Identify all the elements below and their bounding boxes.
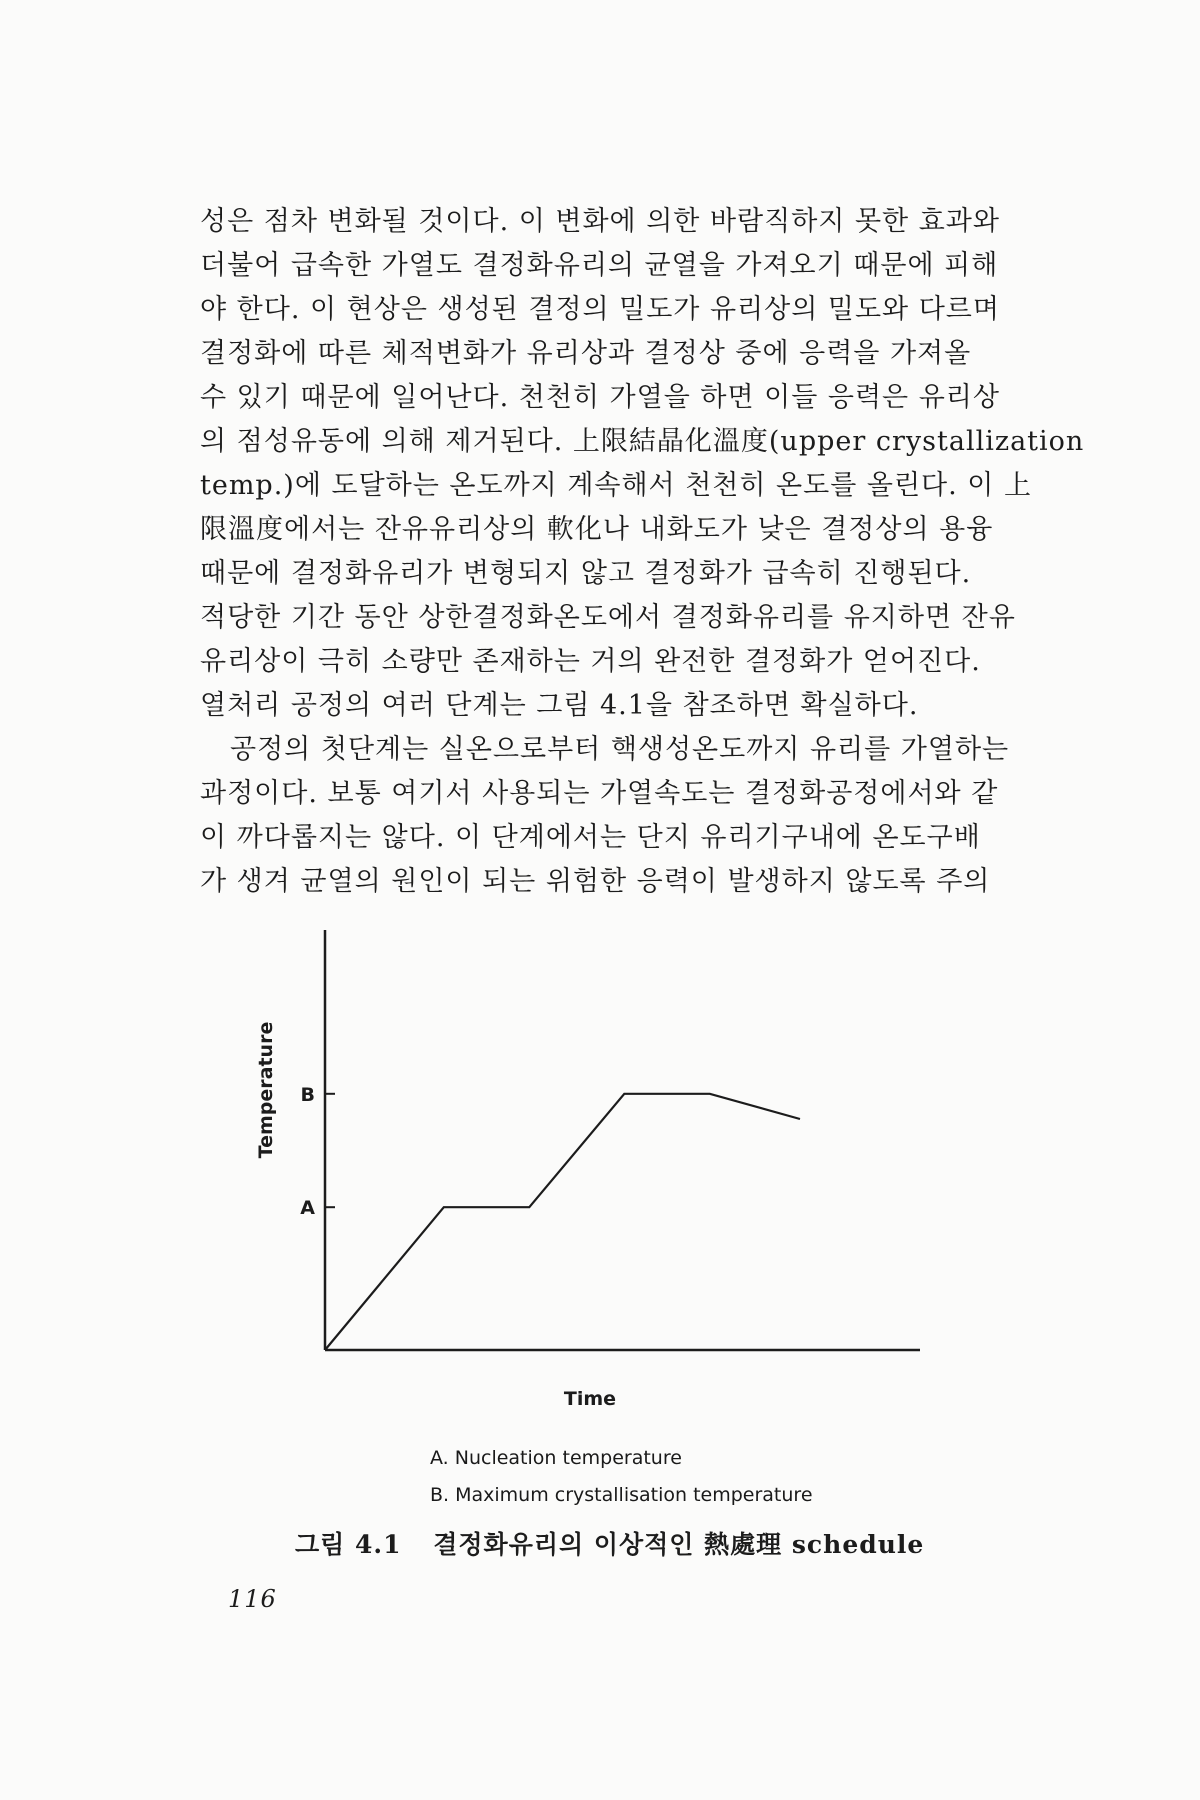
text-line: 더불어 급속한 가열도 결정화유리의 균열을 가져오기 때문에 피해 — [200, 250, 999, 281]
heat-treatment-chart — [250, 920, 950, 1440]
paragraph-1 — [200, 200, 1085, 728]
y-ticks — [300, 1084, 335, 1219]
caption-label: 그림 — [295, 1530, 346, 1559]
text-line: 과정이다. 보통 여기서 사용되는 가열속도는 결정화공정에서와 같 — [200, 778, 999, 809]
text-line: 유리상이 극히 소량만 존재하는 거의 완전한 결정화가 얻어진다. — [200, 646, 981, 677]
caption-text: 결정화유리의 이상적인 熱處理 schedule — [433, 1530, 925, 1559]
text-line: 적당한 기간 동안 상한결정화온도에서 결정화유리를 유지하면 잔유 — [200, 602, 1016, 633]
text-line: 때문에 결정화유리가 변형되지 않고 결정화가 급속히 진행된다. — [200, 558, 972, 589]
y-axis-label: Temperature — [255, 1021, 277, 1159]
y-tick-label-b: B — [300, 1083, 315, 1106]
x-axis-label: Time — [563, 1388, 617, 1410]
text-line: 가 생겨 균열의 원인이 되는 위험한 응력이 발생하지 않도록 주의 — [200, 866, 991, 897]
text-line: 이 까다롭지는 않다. 이 단계에서는 단지 유리기구내에 온도구배 — [200, 822, 981, 853]
heat-treatment-figure — [250, 920, 950, 1440]
figure-caption — [295, 1525, 995, 1561]
text-line: 성은 점차 변화될 것이다. 이 변화에 의한 바람직하지 못한 효과와 — [200, 206, 1000, 237]
text-line: temp.)에 도달하는 온도까지 계속해서 천천히 온도를 올린다. 이 上 — [200, 470, 1032, 501]
legend-item-a: A. Nucleation temperature — [430, 1447, 682, 1469]
paragraph-2 — [200, 728, 1050, 904]
text-line: 의 점성유동에 의해 제거된다. 上限結晶化溫度(upper crystallization — [200, 426, 1085, 457]
text-line: 결정화에 따른 체적변화가 유리상과 결정상 중에 응력을 가져올 — [200, 338, 972, 369]
text-line: 열처리 공정의 여러 단계는 그림 4.1을 참조하면 확실하다. — [200, 690, 919, 721]
text-line: 限溫度에서는 잔유유리상의 軟化나 내화도가 낮은 결정상의 용융 — [200, 514, 994, 545]
temperature-curve — [325, 1094, 800, 1350]
legend-item-b: B. Maximum crystallisation temperature — [430, 1484, 813, 1506]
caption-number: 4.1 — [355, 1530, 402, 1559]
text-line: 야 한다. 이 현상은 생성된 결정의 밀도가 유리상의 밀도와 다르며 — [200, 294, 1000, 325]
text-line: 수 있기 때문에 일어난다. 천천히 가열을 하면 이들 응력은 유리상 — [200, 382, 1000, 413]
text-line: 공정의 첫단계는 실온으로부터 핵생성온도까지 유리를 가열하는 — [230, 734, 1010, 765]
y-tick-label-a: A — [300, 1197, 315, 1220]
figure-legend — [430, 1440, 813, 1514]
body-text — [200, 200, 1085, 904]
page-number: 116 — [228, 1585, 277, 1613]
